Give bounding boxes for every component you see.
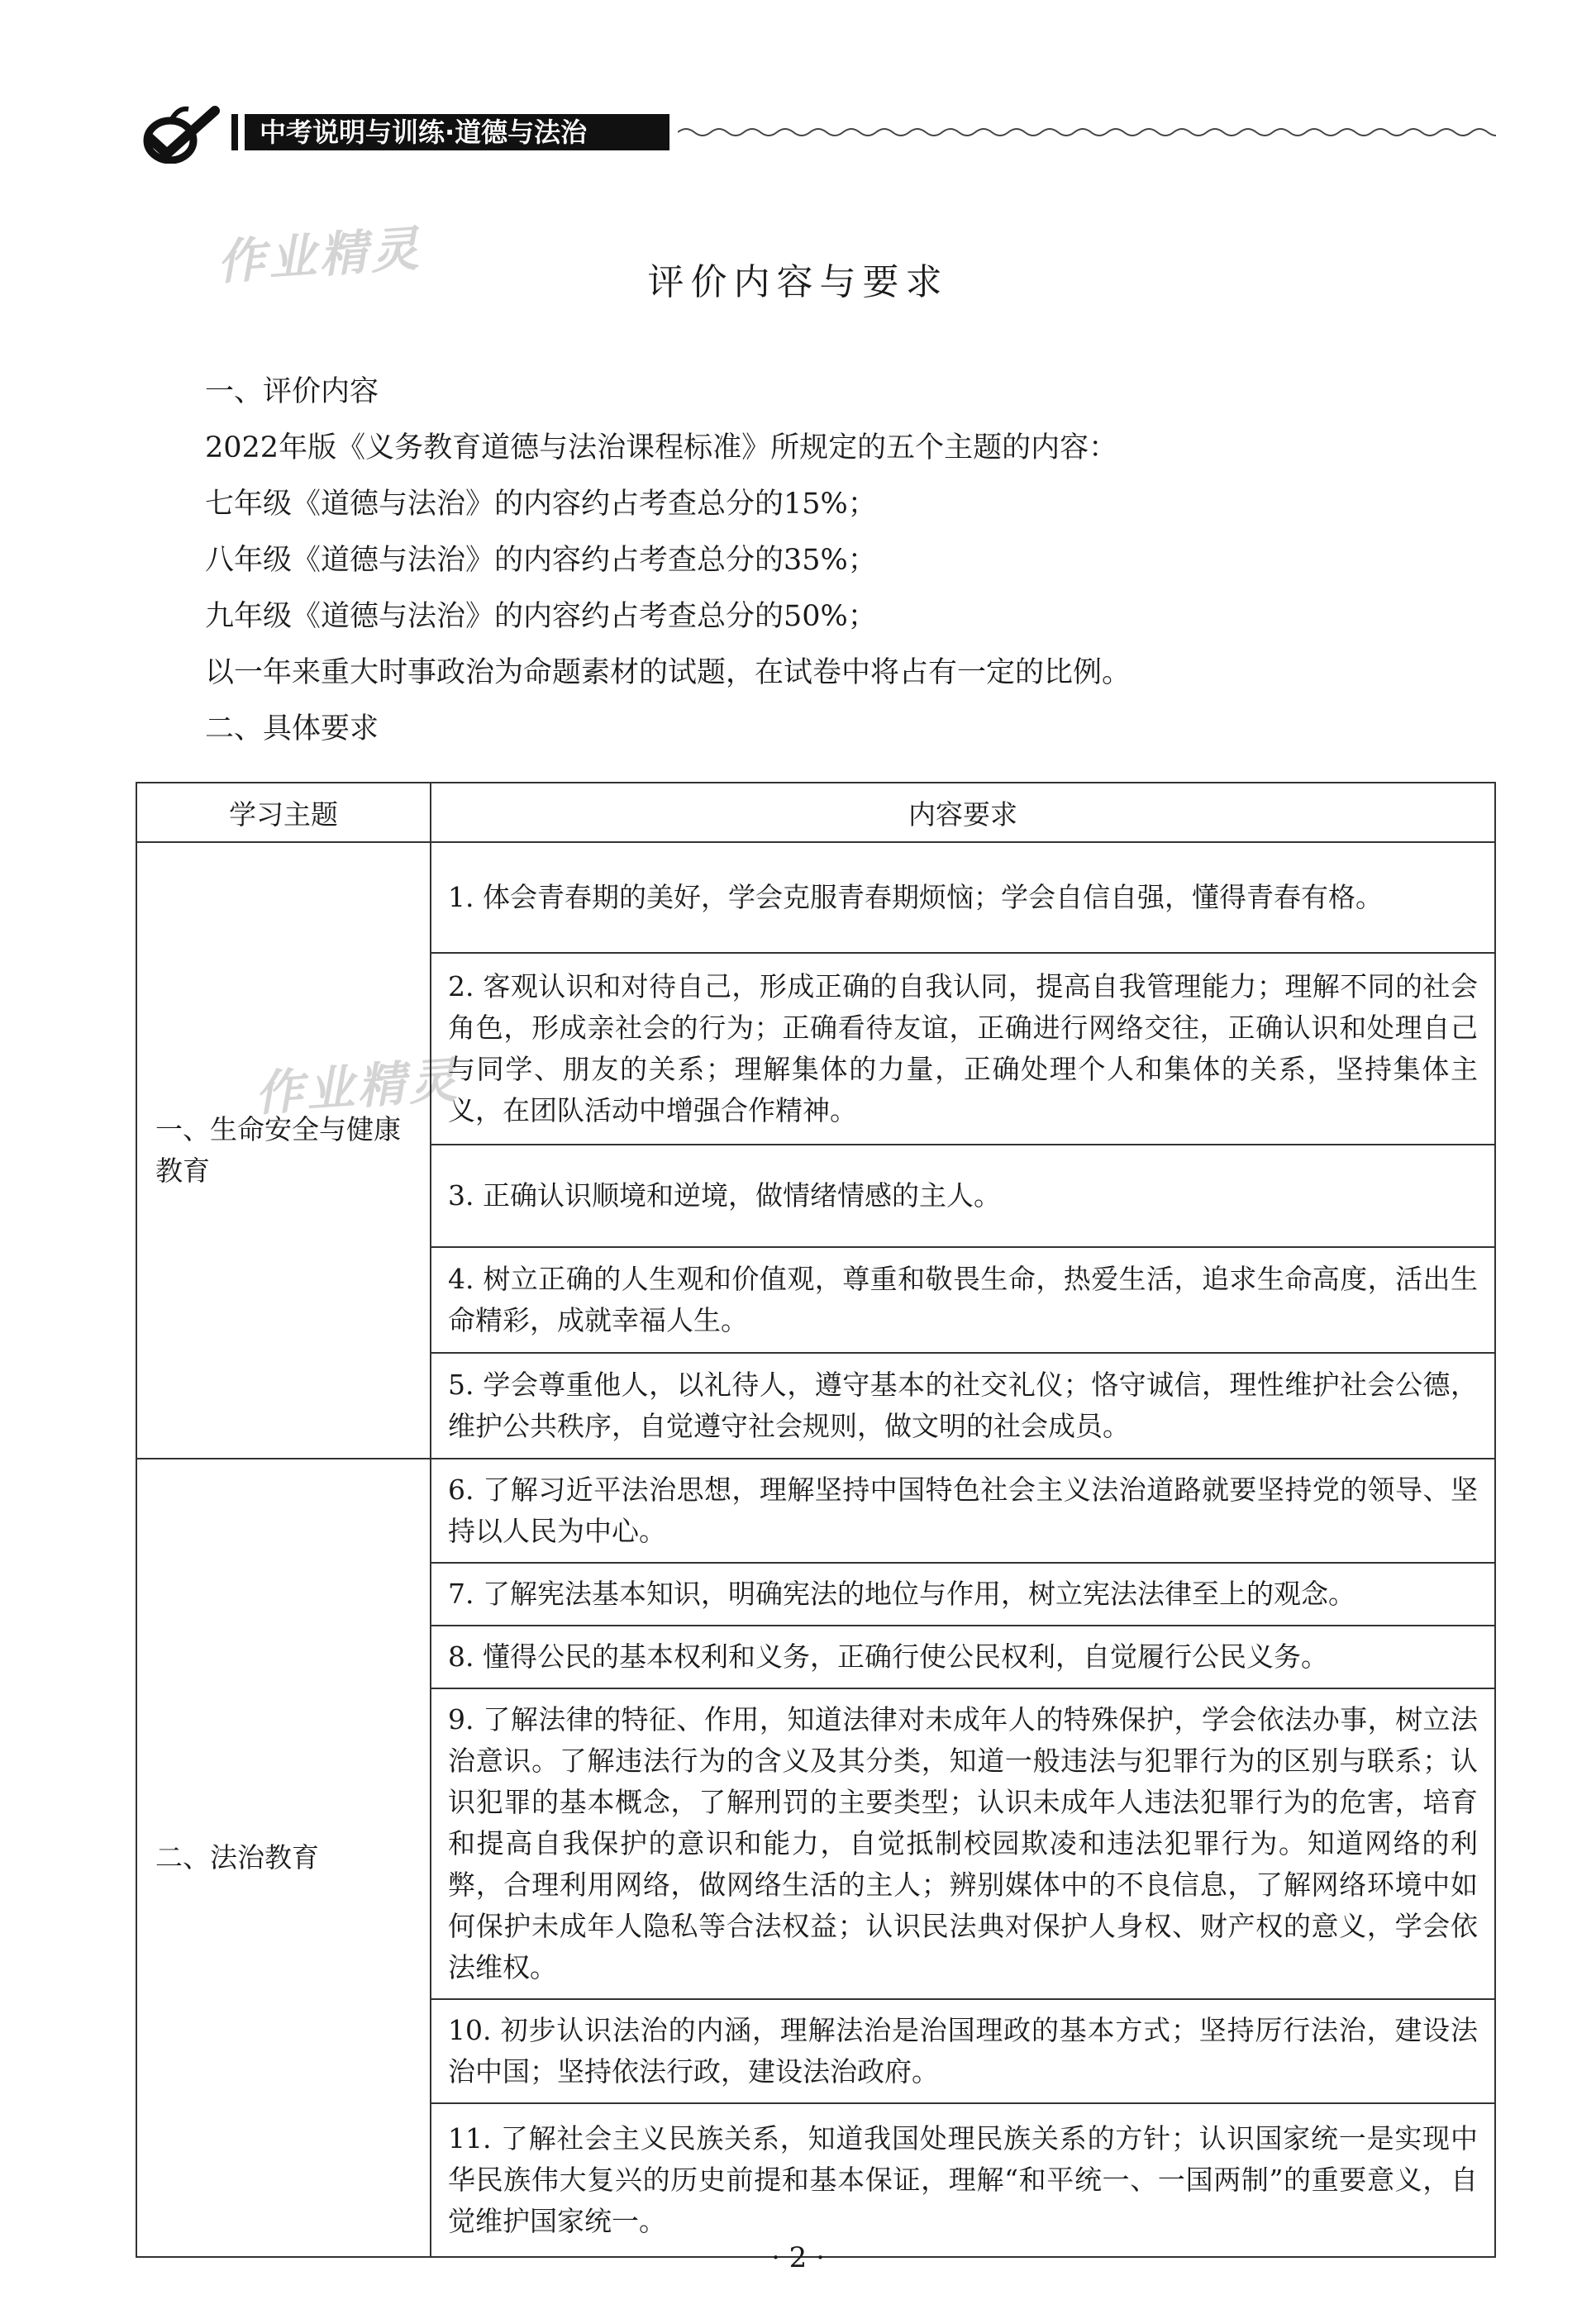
requirement-cell: 4. 树立正确的人生观和价值观，尊重和敬畏生命，热爱生活，追求生命高度，活出生命精彩，成就幸福人生。 (431, 1247, 1495, 1353)
requirement-cell: 9. 了解法律的特征、作用，知道法律对未成年人的特殊保护，学会依法办事，树立法治意识。了解违法行为的含义及其分类，知道一般违法与犯罪行为的区别与联系；认识犯罪的基本概念，了解刑罚的主要类型；认识未成年人违法犯罪行为的危害，培育和提高自我保护的意识和能力，自觉抵制校园欺凌和违法犯罪行为。知道网络的利弊，合理利用网络，做网络生活的主人；辨别媒体中的不良信息，了解网络环境中如何保护未成年人隐私等合法权益；认识民法典对保护人身权、财产权的意义，学会依法维权。 (431, 1688, 1495, 1999)
page-title: 评价内容与要求 (647, 261, 949, 303)
page-header (132, 106, 1496, 155)
requirement-cell: 11. 了解社会主义民族关系，知道我国处理民族关系的方针；认识国家统一是实现中华民族伟大复兴的历史前提和基本保证，理解“和平统一、一国两制”的重要意义，自觉维护国家统一。 (431, 2103, 1495, 2257)
decorative-wave-line (678, 126, 1496, 139)
requirement-cell: 5. 学会尊重他人，以礼待人，遵守基本的社交礼仪；恪守诚信，理性维护社会公德，维护公共秩序，自觉遵守社会规则，做文明的社会成员。 (431, 1353, 1495, 1459)
topic-cell: 一、生命安全与健康教育 (136, 842, 431, 1459)
apple-check-logo-icon (132, 106, 223, 164)
section-heading: 一、评价内容 (205, 375, 379, 408)
content-line: 九年级《道德与法治》的内容约占考查总分的50%； (205, 600, 877, 633)
series-title: 中考说明与训练·道德与法治 (231, 114, 669, 150)
column-header-requirements: 内容要求 (431, 783, 1495, 842)
requirement-cell: 1. 体会青春期的美好，学会克服青春期烦恼；学会自信自强，懂得青春有格。 (431, 842, 1495, 953)
requirements-table (136, 782, 1496, 2258)
watermark: 作业精灵 (253, 1051, 462, 1122)
requirement-cell: 6. 了解习近平法治思想，理解坚持中国特色社会主义法治道路就要坚持党的领导、坚持以人民为中心。 (431, 1459, 1495, 1563)
requirement-cell: 10. 初步认识法治的内涵，理解法治是治国理政的基本方式；坚持厉行法治，建设法治中国；坚持依法行政，建设法治政府。 (431, 1999, 1495, 2103)
table-header-row (136, 783, 1495, 842)
section-heading: 二、具体要求 (205, 712, 379, 745)
content-line: 以一年来重大时事政治为命题素材的试题，在试卷中将占有一定的比例。 (205, 656, 1131, 689)
table-row (136, 842, 1495, 953)
topic-cell: 二、法治教育 (136, 1459, 431, 2257)
page-number: · 2 · (771, 2241, 825, 2274)
requirement-cell: 7. 了解宪法基本知识，明确宪法的地位与作用，树立宪法法律至上的观念。 (431, 1563, 1495, 1626)
content-line: 七年级《道德与法治》的内容约占考查总分的15%； (205, 488, 877, 521)
requirement-cell: 2. 客观认识和对待自己，形成正确的自我认同，提高自我管理能力；理解不同的社会角色，形成亲社会的行为；正确看待友谊，正确进行网络交往，正确认识和处理自己与同学、朋友的关系；理解集体的力量，正确处理个人和集体的关系，坚持集体主义，在团队活动中增强合作精神。 (431, 953, 1495, 1145)
content-line: 八年级《道德与法治》的内容约占考查总分的35%； (205, 544, 877, 577)
requirement-cell: 3. 正确认识顺境和逆境，做情绪情感的主人。 (431, 1145, 1495, 1247)
column-header-topic: 学习主题 (136, 783, 431, 842)
requirement-cell: 8. 懂得公民的基本权利和义务，正确行使公民权利，自觉履行公民义务。 (431, 1626, 1495, 1688)
watermark: 作业精灵 (215, 220, 424, 291)
table-row (136, 1459, 1495, 1563)
content-line: 2022年版《义务教育道德与法治课程标准》所规定的五个主题的内容： (205, 431, 1118, 464)
evaluation-content-section (205, 364, 1494, 757)
